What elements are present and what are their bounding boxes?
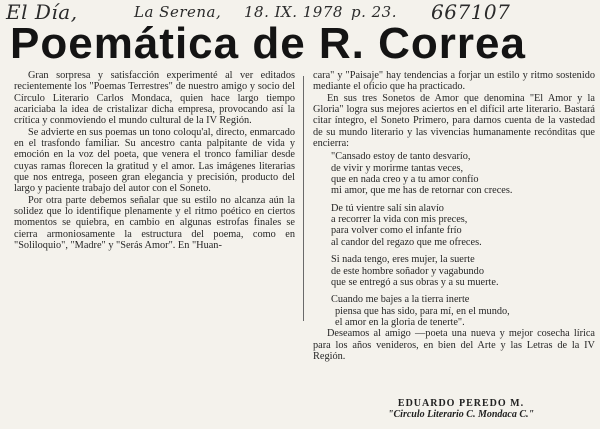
handwritten-date: 18. IX. 1978 [244,3,343,21]
paragraph: cara" y "Paisaje" hay tendencias a forjar un estilo y ritmo sostenido mediante el oficio que ha practicado. [313,70,595,93]
poem-line: "Cansado estoy de tanto desvarío, [331,151,471,163]
poem-line: De tú vientre salí sin alavío [331,202,444,214]
sonnet-stanza [313,151,595,196]
poem-line: para volver como el infante frío [331,225,462,237]
paragraph: Por otra parte debemos señalar que su estilo no alcanza aún la solidez que lo identifique plenamente y el ritmo poético en ciertos momentos se quiebra, en cambio en algunas estrofas finales se cierra armoniosamente la estructura del poema, como en "Soliloquio", "Madre" y "Serás Amor". En "Huan- [14,194,295,252]
quoted-sonnet [313,151,595,328]
author-name: EDUARDO PEREDO M. [397,398,525,409]
handwritten-city: La Serena, [134,3,222,21]
closing-paragraph: Deseamos al amigo —poeta una nueva y mejor cosecha lírica para los años venideros, en bien del Arte y las Letras de la IV Región. [313,328,595,362]
article-headline: Poemática de R. Correa [10,19,526,68]
poem-line: de vivir y morirme tantas veces, [331,162,464,174]
poem-line: que en nada creo y a tu amor confío [331,174,479,186]
poem-line: a recorrer la vida con mis preces, [331,214,468,226]
poem-line: Cuando me bajes a la tierra inerte [331,294,470,306]
sonnet-stanza [313,203,595,248]
poem-line: mi amor, que me has de retornar con creces. [331,185,513,197]
paragraph: Se advierte en sus poemas un tono coloqu'al, directo, enmarcado en el trasfondo familiar. Su ancestro canta palpitante de vida y emoción en la voz del poeta, que venera el tronco familiar desde cuyas ramas florecen la gratitud y el amor. Las imágenes literarias que nos entrega, poseen gran elegancia y precisión, producto del largo y paciente trabajo del autor con el Soneto. [14,126,295,195]
handwritten-page: p. 23. [351,3,397,21]
sonnet-stanza [313,254,595,288]
poem-line: piensa que has sido, para mí, en el mundo, [335,305,510,317]
poem-line: al candor del regazo que me ofreces. [331,236,482,248]
column-divider [303,76,304,321]
paragraph: Gran sorpresa y satisfacción experimenté al ver editados recientemente los "Poemas Terrestres" de nuestro amigo y socio del Círculo Literario Carlos Mondaca, quien hace largo tiempo acariciaba la idea de cristalizar dicha empresa, provocando así la crítica y conmoviendo el mundo cultural de la IV Región. [14,70,295,127]
sonnet-stanza [313,294,595,328]
handwritten-catalog-number: 667107 [431,0,511,24]
article-left-column [14,70,295,252]
article-right-column [313,70,595,362]
poem-line: que se entregó a sus obras y a su muerte. [331,276,499,288]
author-organization: "Circulo Literario C. Mondaca C." [387,409,535,420]
poem-line: el amor en la gloria de tenerte". [335,316,465,328]
poem-line: Si nada tengo, eres mujer, la suerte [331,254,475,266]
handwritten-newspaper-name: El Día, [6,0,78,24]
paragraph: En sus tres Sonetos de Amor que denomina "El Amor y la Gloria" logra sus mejores aciertos en el difícil arte literario. Bastará citar íntegro, el Soneto Primero, para darnos cuenta de la vastedad de su mundo literario y las vivencias humanamente recónditas que encierra: [313,92,595,150]
author-signature [330,398,592,420]
poem-line: de este hombre soñador y vagabundo [331,265,484,277]
